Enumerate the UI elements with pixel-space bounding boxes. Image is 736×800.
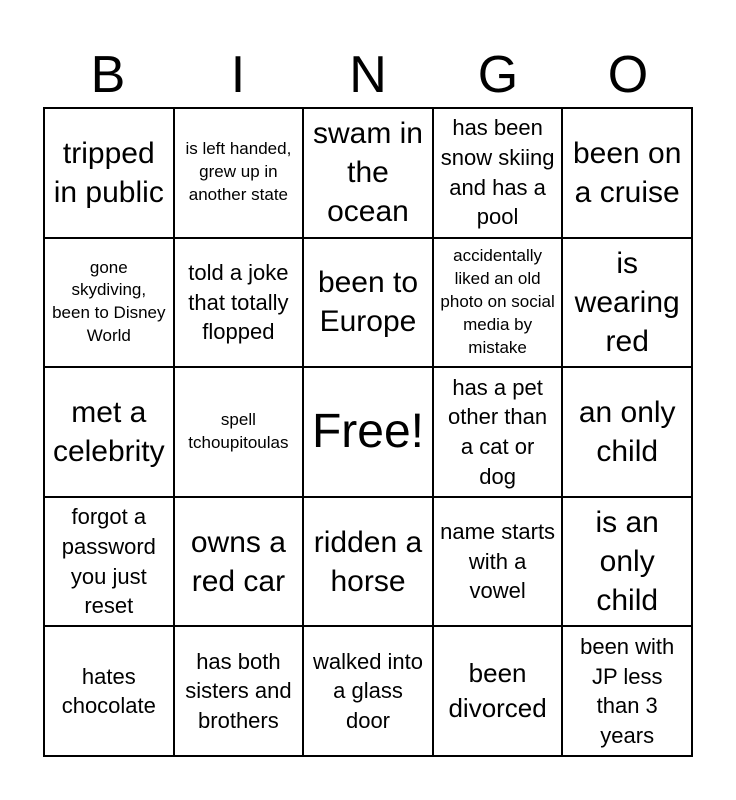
free-space-cell[interactable] — [303, 367, 433, 497]
bingo-grid — [43, 107, 693, 757]
bingo-cell[interactable] — [562, 108, 692, 238]
bingo-cell-text: is left handed, grew up in another state — [185, 139, 292, 205]
bingo-cell-text: forgot a password you just reset — [61, 504, 156, 619]
header-letter-g: G — [477, 46, 519, 104]
header-letter-b: B — [90, 46, 126, 104]
bingo-cell-text: been divorced — [448, 658, 547, 724]
bingo-cell[interactable] — [303, 626, 433, 756]
bingo-cell[interactable] — [44, 238, 174, 368]
bingo-cell-text: name starts with a vowel — [440, 519, 556, 604]
bingo-cell-text: accidentally liked an old photo on social media by mistake — [440, 246, 555, 357]
bingo-cell-text: told a joke that totally flopped — [188, 259, 289, 345]
bingo-cell[interactable] — [433, 497, 563, 627]
bingo-cell[interactable] — [433, 108, 563, 238]
bingo-cell-text: met a celebrity — [52, 395, 165, 468]
bingo-cell[interactable] — [303, 497, 433, 627]
bingo-cell-text: swam in the ocean — [312, 117, 423, 229]
bingo-cell-text: tripped in public — [53, 136, 164, 209]
bingo-cell-text: spell tchoupitoulas — [188, 410, 289, 452]
bingo-cell-text: is an only child — [595, 506, 659, 618]
bingo-cell-text: been on a cruise — [572, 136, 682, 209]
bingo-cell[interactable] — [433, 367, 563, 497]
bingo-cell[interactable] — [433, 626, 563, 756]
bingo-cell-text: been to Europe — [317, 266, 419, 339]
bingo-cell-text: is wearing red — [574, 246, 680, 358]
bingo-cell[interactable] — [44, 367, 174, 497]
bingo-cell[interactable] — [303, 238, 433, 368]
bingo-cell-text: owns a red car — [190, 525, 286, 598]
bingo-cell[interactable] — [303, 108, 433, 238]
bingo-cell[interactable] — [174, 497, 304, 627]
bingo-cell[interactable] — [174, 108, 304, 238]
header-letter-o: O — [607, 46, 649, 104]
bingo-cell-text: has both sisters and brothers — [185, 648, 292, 734]
bingo-cell[interactable] — [433, 238, 563, 368]
bingo-cell-text: an only child — [578, 395, 676, 468]
bingo-cell[interactable] — [44, 108, 174, 238]
bingo-cell[interactable] — [562, 367, 692, 497]
bingo-cell[interactable] — [174, 367, 304, 497]
bingo-cell-text: been with JP less than 3 years — [580, 633, 675, 748]
bingo-cell[interactable] — [44, 626, 174, 756]
header-letter-n: N — [349, 46, 387, 104]
bingo-cell-text: ridden a horse — [313, 525, 423, 598]
bingo-cell[interactable] — [174, 238, 304, 368]
bingo-cell[interactable] — [562, 626, 692, 756]
bingo-cell-text: walked into a glass door — [312, 648, 424, 734]
bingo-header — [43, 44, 693, 106]
bingo-cell[interactable] — [562, 497, 692, 627]
bingo-cell-text: has been snow skiing and has a pool — [440, 115, 555, 230]
bingo-cell-text: Free! — [311, 404, 424, 458]
bingo-cell-text: gone skydiving, been to Disney World — [52, 257, 166, 346]
header-letter-i: I — [230, 46, 246, 104]
bingo-cell-text: has a pet other than a cat or dog — [448, 374, 548, 489]
bingo-cell-text: hates chocolate — [61, 663, 156, 719]
bingo-cell[interactable] — [562, 238, 692, 368]
bingo-cell[interactable] — [44, 497, 174, 627]
bingo-cell[interactable] — [174, 626, 304, 756]
